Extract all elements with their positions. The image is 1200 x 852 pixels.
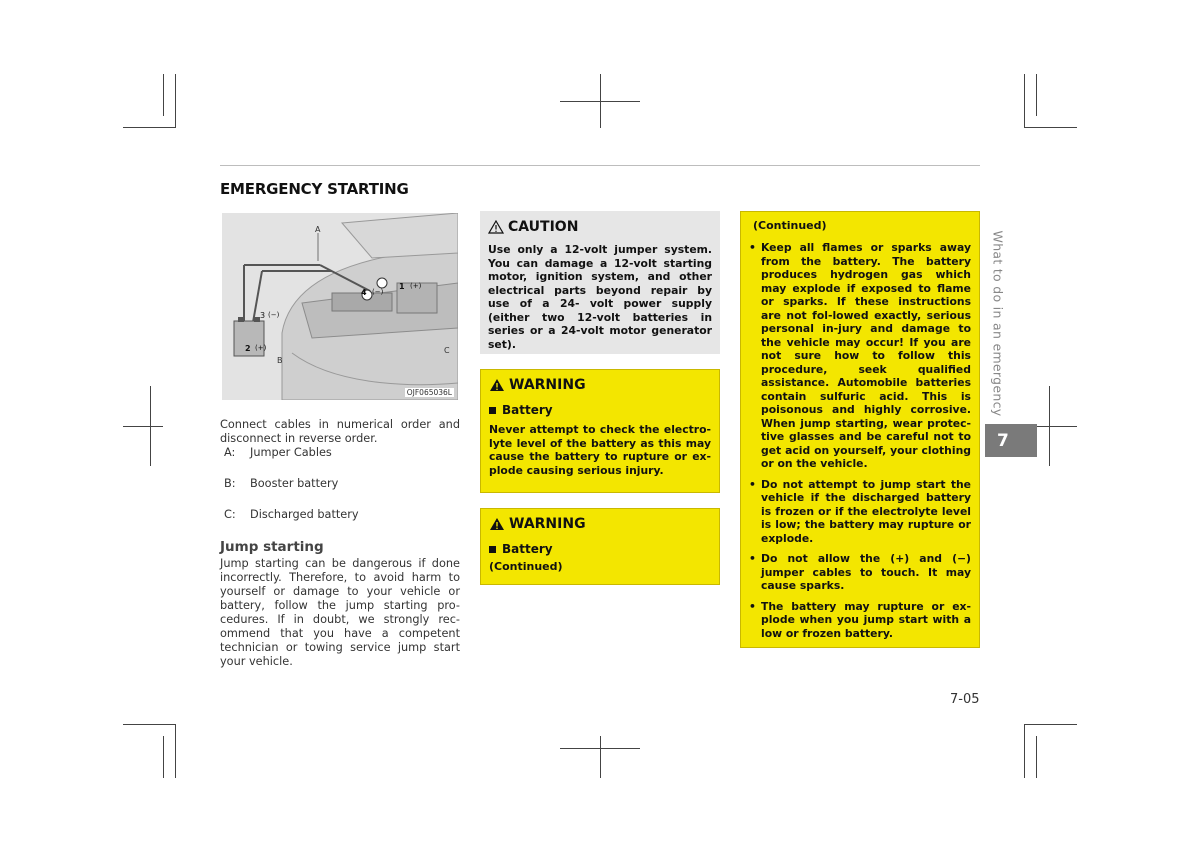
intro-text: Connect cables in numerical order and disconnect in reverse order. (220, 418, 460, 445)
legend-label: Discharged battery (250, 508, 359, 521)
legend-item-c (224, 508, 359, 521)
warning-bullet: • Do not allow the (+) and (−) jumper cables to touch. It may cause sparks. (749, 552, 971, 593)
callout-a: A (315, 225, 321, 234)
callout-4: 4 (361, 288, 367, 297)
chapter-side-label (978, 228, 1018, 418)
callout-2-sign: (+) (255, 344, 267, 352)
crop-mark (163, 74, 164, 116)
warning-box-continued-bullets (740, 211, 980, 648)
continued-label: (Continued) (753, 219, 827, 232)
warning-box-battery (480, 369, 720, 493)
crop-mark (1024, 127, 1077, 128)
caution-triangle-icon (488, 220, 504, 234)
chapter-name: What to do in an emergency (990, 230, 1006, 416)
engine-bay-drawing (222, 213, 458, 400)
legend-item-a (224, 446, 332, 459)
legend-key: A: (224, 446, 236, 459)
crop-mark (123, 426, 163, 427)
square-bullet-icon (489, 546, 496, 553)
callout-3-sign: (−) (268, 311, 280, 319)
crop-mark (175, 74, 176, 128)
callout-b: B (277, 356, 283, 365)
warning-bullet: • Do not attempt to jump start the vehicle if the discharged battery is frozen or if the electrolyte level is low; the battery may rupture or explode. (749, 478, 971, 546)
crop-mark (600, 736, 601, 778)
legend-item-b (224, 477, 338, 490)
figure-code: OJF065036L (406, 388, 452, 397)
legend-key: B: (224, 477, 236, 490)
crop-mark (560, 748, 640, 749)
chapter-tab: 7 (985, 424, 1037, 457)
crop-mark (1036, 74, 1037, 116)
crop-mark (560, 101, 640, 102)
legend-label: Booster battery (250, 477, 339, 490)
warning-text: Never attempt to check the electro-lyte level of the battery as this may cause the battery to rupture or ex-plode causing serious injury. (489, 423, 711, 477)
warning-triangle-icon (489, 517, 505, 531)
callout-1-sign: (+) (410, 282, 422, 290)
jump-start-illustration (222, 213, 458, 400)
legend-key: C: (224, 508, 236, 521)
square-bullet-icon (489, 407, 496, 414)
section-title: EMERGENCY STARTING (220, 180, 409, 198)
caution-title: CAUTION (508, 219, 579, 235)
warning-triangle-icon (489, 378, 505, 392)
legend-label: Jumper Cables (250, 446, 332, 459)
warning-title: WARNING (509, 377, 586, 393)
crop-mark (123, 127, 176, 128)
callout-c: C (444, 346, 450, 355)
crop-mark (1024, 74, 1025, 128)
warning-bullet: • Keep all flames or sparks away from the battery. The battery produces hydrogen gas which may explode if exposed to flame or sparks. If these instructions are not fol-lowed exactly, serious personal in-jury and damage to the vehicle may occur! If you are not sure how to follow this procedure, seek qualified assistance. Automobile batteries contain sulfuric acid. This is poisonous and highly corrosive. When jump starting, wear protec-tive glasses and be careful not to get acid on yourself, your clothing or on the vehicle. (749, 241, 971, 471)
crop-mark (1024, 724, 1077, 725)
crop-mark (123, 724, 176, 725)
callout-4-sign: (−) (372, 288, 384, 296)
header-rule (220, 165, 980, 166)
jump-starting-heading: Jump starting (220, 539, 324, 555)
caution-text: Use only a 12-volt jumper system. You can damage a 12-volt starting motor, ignition system, and other electrical parts beyond repair by use of a 24- volt power supply (either two 12-volt batteries in series or a 24-volt motor generator set). (488, 243, 712, 351)
warning-bullet: • The battery may rupture or ex-plode when you jump start with a low or frozen battery. (749, 600, 971, 641)
page-number: 7-05 (950, 692, 980, 707)
crop-mark (1024, 724, 1025, 778)
callout-3: 3 (260, 311, 266, 320)
warning-title: WARNING (509, 516, 586, 532)
warning-box-battery-continued (480, 508, 720, 585)
callout-1: 1 (399, 282, 405, 291)
continued-label: (Continued) (489, 560, 563, 573)
caution-box (480, 211, 720, 354)
crop-mark (1036, 736, 1037, 778)
warning-subtitle: Battery (502, 542, 553, 556)
crop-mark (1037, 426, 1077, 427)
callout-2: 2 (245, 344, 251, 353)
jump-starting-text: Jump starting can be dangerous if done incorrectly. Therefore, to avoid harm to yourself or damage to your vehicle or battery, follow the jump starting pro-cedures. If in doubt, we strongly rec-ommend that you have a competent technician or towing service jump start your vehicle. (220, 557, 460, 668)
crop-mark (163, 736, 164, 778)
crop-mark (175, 724, 176, 778)
warning-subtitle: Battery (502, 403, 553, 417)
